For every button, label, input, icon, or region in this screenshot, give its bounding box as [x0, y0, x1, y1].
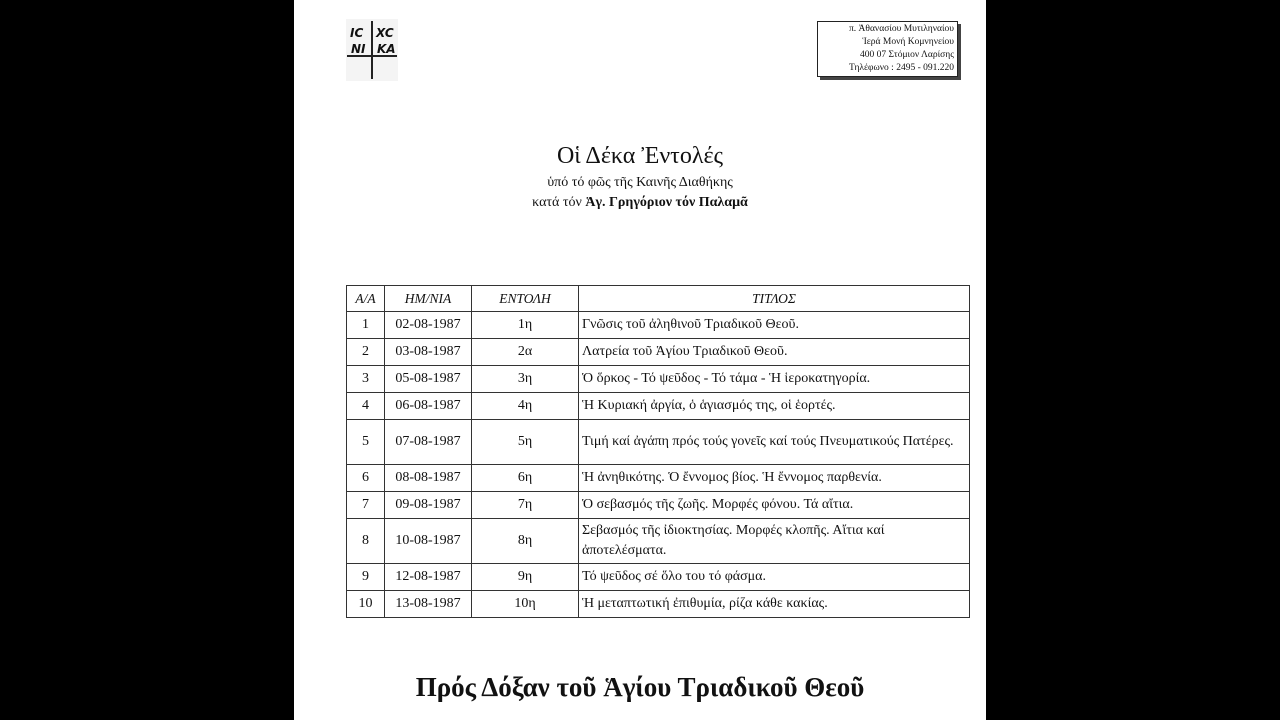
logo-ka: KA: [377, 42, 396, 56]
cell-title: Ὁ σεβασμός τῆς ζωῆς. Μορφές φόνου. Τά αἴτια.: [579, 492, 970, 519]
cell-commandment: 3η: [472, 366, 579, 393]
table-row: [347, 312, 970, 339]
address-box: [817, 21, 958, 77]
logo-ic: IC: [350, 26, 364, 40]
table-row: [347, 393, 970, 420]
cell-aa: 6: [347, 465, 385, 492]
cell-date: 09-08-1987: [385, 492, 472, 519]
cell-commandment: 10η: [472, 591, 579, 618]
cell-title: Σεβασμός τῆς ἰδιοκτησίας. Μορφές κλοπῆς. Αἴτια καί ἀποτελέσματα.: [579, 519, 970, 564]
cell-title: Τό ψεῦδος σέ ὅλο του τό φάσμα.: [579, 564, 970, 591]
cell-commandment: 7η: [472, 492, 579, 519]
cell-date: 10-08-1987: [385, 519, 472, 564]
address-line-monastery: Ἱερά Μονή Κομνηνείου: [862, 37, 954, 47]
cell-commandment: 5η: [472, 420, 579, 465]
cell-commandment: 9η: [472, 564, 579, 591]
cell-aa: 1: [347, 312, 385, 339]
cell-title: Ἡ ἀνηθικότης. Ὁ ἔννομος βίος. Ἡ ἔννομος παρθενία.: [579, 465, 970, 492]
table-row: [347, 339, 970, 366]
table-row: [347, 564, 970, 591]
commandments-table: [346, 285, 970, 618]
cell-title: Ἡ Κυριακή ἀργία, ὁ ἁγιασμός της, οἱ ἑορτές.: [579, 393, 970, 420]
cell-aa: 2: [347, 339, 385, 366]
cell-date: 12-08-1987: [385, 564, 472, 591]
header-commandment: ΕΝΤΟΛΗ: [472, 286, 579, 312]
table-row: [347, 492, 970, 519]
logo-xc: XC: [376, 26, 394, 40]
cell-commandment: 1η: [472, 312, 579, 339]
document-subtitle: ὑπό τό φῶς τῆς Καινῆς Διαθήκης: [547, 175, 733, 190]
cell-aa: 7: [347, 492, 385, 519]
document-page: [294, 0, 986, 720]
cell-date: 06-08-1987: [385, 393, 472, 420]
cell-date: 07-08-1987: [385, 420, 472, 465]
cell-commandment: 6η: [472, 465, 579, 492]
cell-aa: 3: [347, 366, 385, 393]
header-title: ΤΙΤΛΟΣ: [579, 286, 970, 312]
document-title: Οἱ Δέκα Ἐντολές: [556, 143, 724, 169]
header-aa: Α/Α: [347, 286, 385, 312]
table-row: [347, 519, 970, 564]
address-line-phone: Τηλέφωνο : 2495 - 091.220: [849, 63, 954, 73]
cell-aa: 5: [347, 420, 385, 465]
table-row: [347, 420, 970, 465]
cell-commandment: 2α: [472, 339, 579, 366]
cell-commandment: 4η: [472, 393, 579, 420]
cell-date: 05-08-1987: [385, 366, 472, 393]
document-subtitle-author: [294, 195, 986, 211]
cell-date: 02-08-1987: [385, 312, 472, 339]
icxc-nika-cross-logo: [346, 19, 398, 81]
table-header-row: [347, 286, 970, 312]
cell-aa: 9: [347, 564, 385, 591]
header-date: ΗΜ/ΝΙΑ: [385, 286, 472, 312]
table-row: [347, 366, 970, 393]
table-row: [347, 591, 970, 618]
subtitle-author-name: Ἁγ. Γρηγόριον τόν Παλαμᾶ: [585, 195, 748, 210]
logo-ni: NI: [351, 42, 366, 56]
closing-doxology: Πρός Δόξαν τοῦ Ἁγίου Τριαδικοῦ Θεοῦ: [415, 672, 865, 702]
cell-aa: 4: [347, 393, 385, 420]
address-line-city: 400 07 Στόμιον Λαρίσης: [860, 50, 954, 60]
cell-date: 13-08-1987: [385, 591, 472, 618]
cell-title: Ὁ ὅρκος - Τό ψεῦδος - Τό τάμα - Ἡ ἱεροκατηγορία.: [579, 366, 970, 393]
cell-title: Ἡ μεταπτωτική ἐπιθυμία, ρίζα κάθε κακίας.: [579, 591, 970, 618]
cell-aa: 10: [347, 591, 385, 618]
cell-commandment: 8η: [472, 519, 579, 564]
table-row: [347, 465, 970, 492]
cell-title: Γνῶσις τοῦ ἀληθινοῦ Τριαδικοῦ Θεοῦ.: [579, 312, 970, 339]
cell-title: Λατρεία τοῦ Ἁγίου Τριαδικοῦ Θεοῦ.: [579, 339, 970, 366]
cell-date: 03-08-1987: [385, 339, 472, 366]
address-line-name: π. Ἀθανασίου Μυτιληναίου: [848, 24, 954, 34]
cell-aa: 8: [347, 519, 385, 564]
cross-vertical-bar: [371, 21, 373, 79]
cell-date: 08-08-1987: [385, 465, 472, 492]
cell-title: Τιμή καί ἀγάπη πρός τούς γονεῖς καί τούς Πνευματικούς Πατέρες.: [579, 420, 970, 465]
subtitle-prefix: κατά τόν: [532, 195, 586, 210]
